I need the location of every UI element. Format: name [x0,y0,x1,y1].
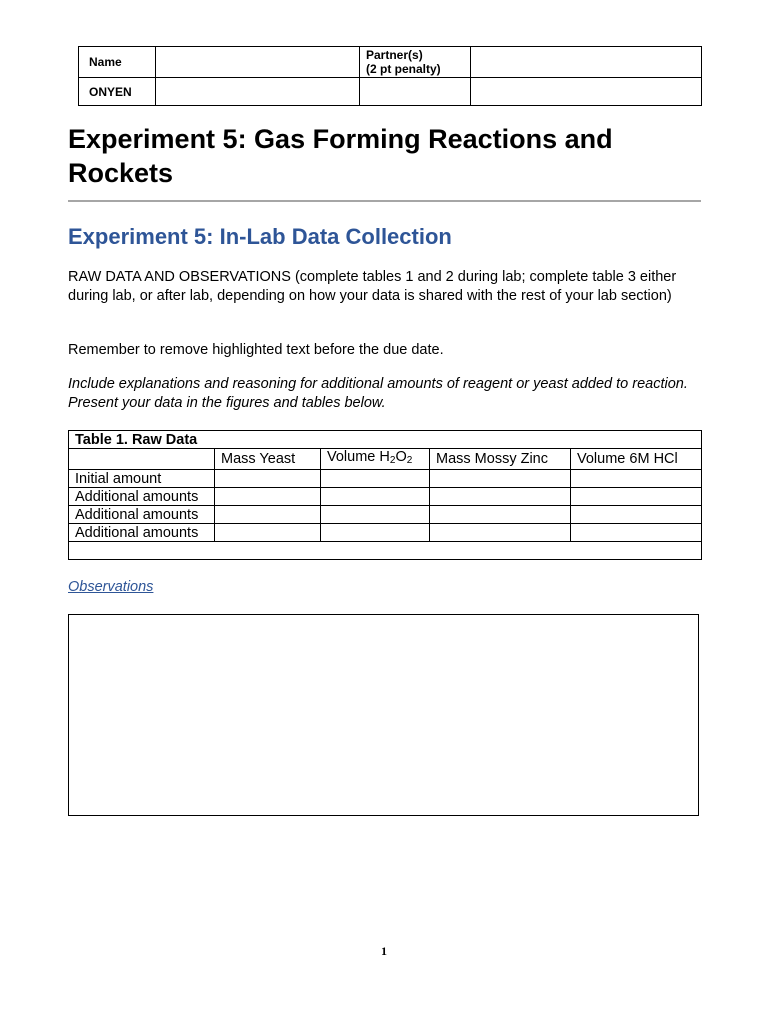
explanations-instructions: Include explanations and reasoning for additional amounts of reagent or yeast added to reaction. Present your data in the figures and tables below. [68,376,688,411]
data-cell[interactable] [321,524,430,542]
table-row [69,542,702,560]
data-cell[interactable] [215,488,321,506]
observations-box[interactable] [68,614,699,816]
h2o2-part-1: Volume H [327,449,390,465]
onyen-extra-cell-2[interactable] [471,78,702,106]
data-cell[interactable] [215,506,321,524]
raw-data-instructions: RAW DATA AND OBSERVATIONS (complete tables 1 and 2 during lab; complete table 3 either during lab, or after lab, depending on how your data is shared with the rest of your lab section) [68,269,677,304]
column-header-volume-hcl: Volume 6M HCl [571,449,702,470]
partner-label-line2: (2 pt penalty) [366,62,441,76]
section-heading: Experiment 5: In-Lab Data Collection [68,224,452,249]
header-empty-cell [69,449,215,470]
column-header-mass-mossy-zinc: Mass Mossy Zinc [430,449,571,470]
row-label: Initial amount [69,470,215,488]
title-divider [68,200,701,202]
student-info-table [78,46,702,106]
row-label: Additional amounts [69,488,215,506]
onyen-field[interactable] [156,78,360,106]
table-caption: Table 1. Raw Data [69,431,702,449]
data-cell[interactable] [571,506,702,524]
reminder-text: Remember to remove highlighted text before the due date. [68,342,444,358]
onyen-extra-cell[interactable] [360,78,471,106]
partner-field[interactable] [471,47,702,78]
data-cell[interactable] [430,470,571,488]
data-cell[interactable] [430,524,571,542]
row-label: Additional amounts [69,524,215,542]
observations-heading: Observations [68,579,154,595]
h2o2-sub-2: 2 [406,455,413,466]
table-row [69,506,702,524]
onyen-label: ONYEN [79,78,156,106]
h2o2-part-2: O [395,449,407,465]
data-cell[interactable] [321,488,430,506]
page-number: 1 [381,944,387,958]
raw-data-table [68,430,702,560]
table-row [69,488,702,506]
row-label: Additional amounts [69,506,215,524]
blank-row-cell[interactable] [69,542,702,560]
data-cell[interactable] [321,470,430,488]
table-row [69,524,702,542]
partner-label [360,47,471,78]
document-title: Experiment 5: Gas Forming Reactions and Rockets [68,124,613,188]
data-cell[interactable] [571,470,702,488]
table-row [69,470,702,488]
data-cell[interactable] [215,524,321,542]
column-header-mass-yeast: Mass Yeast [215,449,321,470]
data-cell[interactable] [430,488,571,506]
name-field[interactable] [156,47,360,78]
partner-label-line1: Partner(s) [366,48,423,62]
data-cell[interactable] [321,506,430,524]
data-cell[interactable] [215,470,321,488]
name-label: Name [79,47,156,78]
column-header-volume-h2o2 [321,449,430,470]
data-cell[interactable] [430,506,571,524]
data-cell[interactable] [571,524,702,542]
h2o2-sub-1: 2 [389,455,396,466]
data-cell[interactable] [571,488,702,506]
